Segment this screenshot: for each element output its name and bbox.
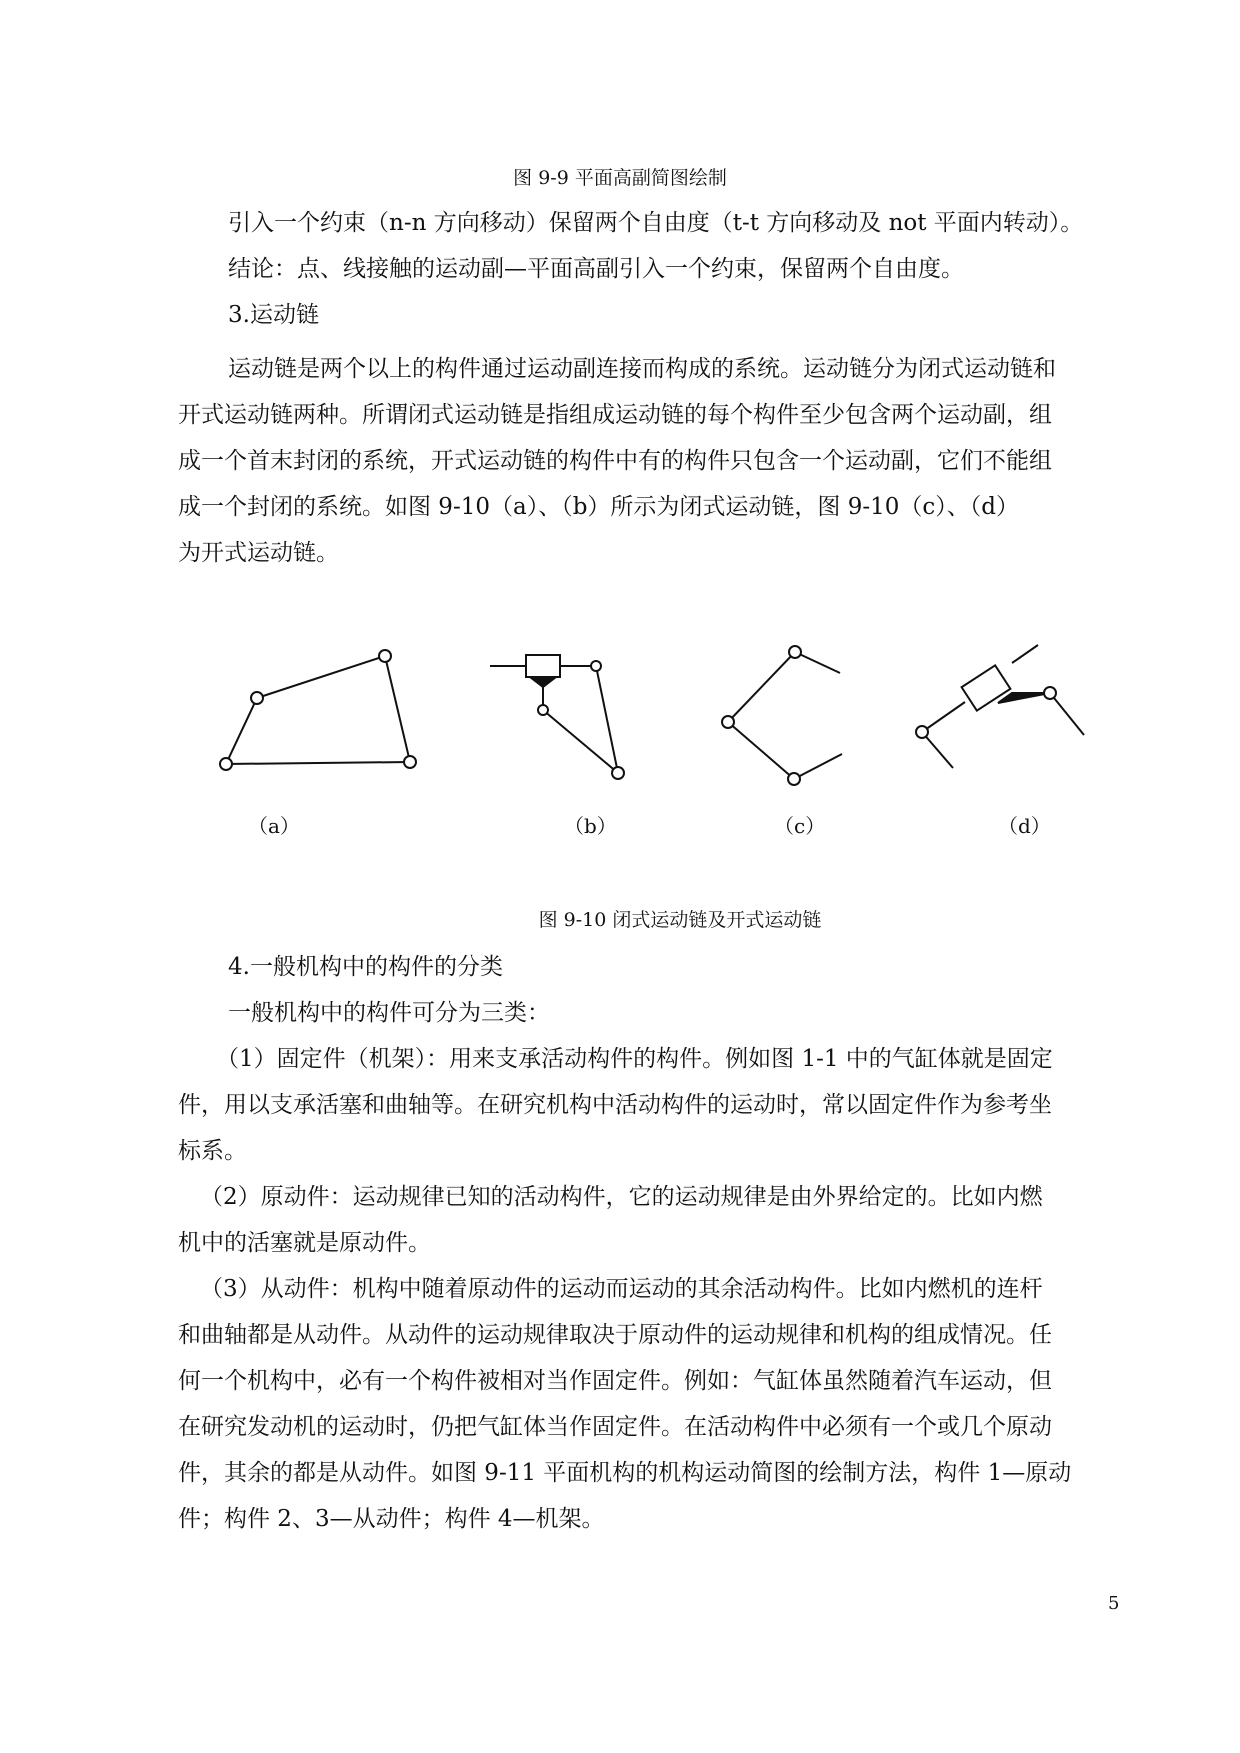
class-line-7: 和曲轴都是从动件。从动件的运动规律取决于原动件的运动规律和机构的组成情况。任 [178, 1322, 1052, 1348]
chain-line-4: 成一个封闭的系统。如图 9-10（a）、（b）所示为闭式运动链，图 9-10（c）、（d） [178, 494, 1020, 520]
figure-9-10-caption: 图 9-10 闭式运动链及开式运动链 [538, 909, 822, 931]
page-number: 5 [1108, 1593, 1120, 1614]
joint [220, 758, 232, 770]
class-line-5: 机中的活塞就是原动件。 [178, 1230, 431, 1256]
joint [538, 705, 548, 715]
classification-intro: 一般机构中的构件可分为三类： [228, 1000, 550, 1026]
chain-line-3: 成一个首末封闭的系统，开式运动链的构件中有的构件只包含一个运动副，它们不能组 [178, 448, 1052, 474]
figure-label-a: （a） [248, 814, 300, 838]
chain-line-5: 为开式运动链。 [178, 540, 339, 566]
chain-line-1: 运动链是两个以上的构件通过运动副连接而构成的系统。运动链分为闭式运动链和 [228, 356, 1056, 382]
section-heading-4: 4.一般机构中的构件的分类 [228, 954, 503, 980]
class-line-11: 件；构件 2、3—从动件；构件 4—机架。 [178, 1506, 605, 1532]
figure-label-c: （c） [774, 814, 826, 838]
joint [916, 726, 928, 738]
figure-label-b: （b） [564, 814, 617, 838]
figure-d-open-chain [916, 645, 1084, 768]
class-line-2: 件，用以支承活塞和曲轴等。在研究机构中活动构件的运动时，常以固定件作为参考坐 [178, 1092, 1052, 1118]
class-line-6: （3）从动件：机构中随着原动件的运动而运动的其余活动构件。比如内燃机的连杆 [200, 1276, 1043, 1302]
class-line-9: 在研究发动机的运动时，仍把气缸体当作固定件。在活动构件中必须有一个或几个原动 [178, 1414, 1052, 1440]
class-line-4: （2）原动件：运动规律已知的活动构件，它的运动规律是由外界给定的。比如内燃 [200, 1184, 1043, 1210]
figure-label-d: （d） [998, 814, 1051, 838]
class-line-1: （1）固定件（机架）：用来支承活动构件的构件。例如图 1-1 中的气缸体就是固定 [216, 1046, 1053, 1072]
kinematic-chain-figure [0, 630, 1240, 800]
joint [789, 646, 801, 658]
section-heading-3: 3.运动链 [228, 302, 319, 328]
chain-line-2: 开式运动链两种。所谓闭式运动链是指组成运动链的每个构件至少包含两个运动副，组 [178, 402, 1052, 428]
joint [591, 661, 601, 671]
conclusion-paragraph: 结论：点、线接触的运动副—平面高副引入一个约束，保留两个自由度。 [228, 256, 964, 282]
joint [1044, 687, 1056, 699]
joint [722, 716, 734, 728]
constraint-paragraph: 引入一个约束（n-n 方向移动）保留两个自由度（t-t 方向移动及 not 平面内转动）。 [228, 210, 1084, 236]
class-line-10: 件，其余的都是从动件。如图 9-11 平面机构的机构运动简图的绘制方法，构件 1—原动 [178, 1460, 1072, 1486]
joint [251, 692, 263, 704]
joint [788, 773, 800, 785]
figure-a-closed-chain [220, 650, 416, 770]
joint [379, 650, 391, 662]
joint [612, 767, 624, 779]
joint [404, 756, 416, 768]
figure-b-closed-chain [490, 655, 624, 779]
figure-c-open-chain [722, 646, 842, 785]
class-line-3: 标系。 [178, 1138, 247, 1164]
figure-9-9-caption: 图 9-9 平面高副简图绘制 [513, 167, 727, 189]
class-line-8: 何一个机构中，必有一个构件被相对当作固定件。例如：气缸体虽然随着汽车运动，但 [178, 1368, 1052, 1394]
